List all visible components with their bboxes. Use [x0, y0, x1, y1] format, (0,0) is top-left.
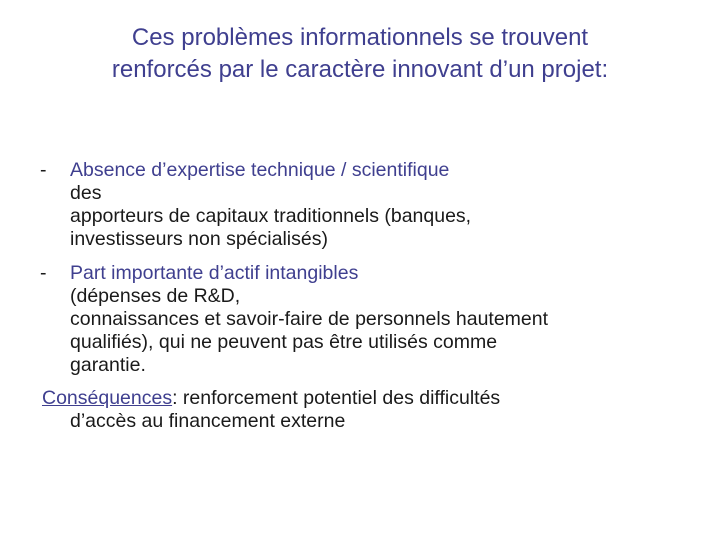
bullet-line-1: [70, 159, 680, 205]
bullet-line-3: qualifiés), qui ne peuvent pas être utilisés comme: [70, 331, 498, 353]
bullet-line-3: investisseurs non spécialisés): [70, 228, 328, 250]
slide-title-line-2: renforcés par le caractère innovant d’un projet:: [111, 56, 609, 83]
bullet-line-2: apporteurs de capitaux traditionnels (banques,: [70, 205, 472, 227]
consequences-line-1: [42, 387, 682, 410]
slide-title: [40, 22, 680, 86]
bullet-line-1: [70, 262, 680, 308]
consequences-line-2: d’accès au financement externe: [70, 410, 346, 432]
bullet-line-2: connaissances et savoir-faire de personnels hautement: [70, 308, 549, 330]
bullet-highlight: Part importante d’actif intangibles: [70, 262, 359, 284]
consequences-paragraph: [42, 387, 682, 433]
bullet-highlight: Absence d’expertise technique / scientifique: [70, 159, 450, 181]
bullet-item-expertise: [40, 159, 680, 251]
bullet-marker: -: [40, 159, 47, 181]
slide-title-line-1: Ces problèmes informationnels se trouvent: [131, 24, 589, 51]
bullet-line-1-rest: des: [70, 182, 102, 204]
bullet-line-1-rest: (dépenses de R&D,: [70, 285, 241, 307]
consequences-keyword: Conséquences: [42, 387, 173, 409]
bullet-text: [70, 262, 680, 377]
bullet-text: [70, 159, 680, 251]
bullet-item-intangibles: [40, 262, 680, 377]
consequences-line-1-rest: : renforcement potentiel des difficultés: [172, 387, 501, 409]
bullet-line-4: garantie.: [70, 354, 146, 376]
bullet-marker: -: [40, 262, 47, 284]
